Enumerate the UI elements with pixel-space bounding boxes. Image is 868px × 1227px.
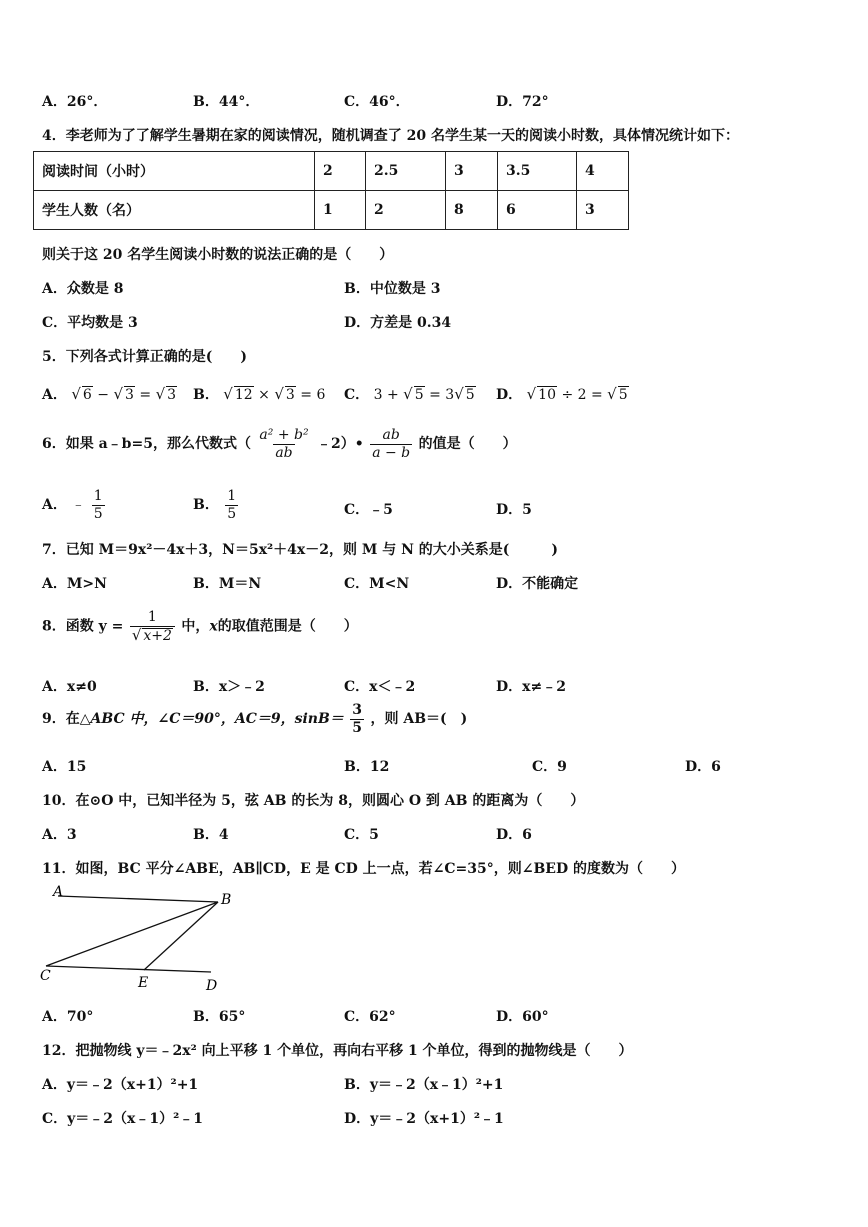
q12-option-d: D．y＝﹣2（x+1）²﹣1 (344, 1111, 504, 1127)
q10-option-c: C．5 (344, 827, 379, 843)
denominator: a − b (372, 444, 411, 461)
q4-option-c: C．平均数是 3 (42, 315, 138, 331)
radicand: 5 (618, 387, 628, 403)
numerator: 1 (93, 488, 103, 504)
q3-option-b: B．44°． (193, 94, 260, 110)
table-cell: 2 (366, 191, 446, 230)
point-label-e: E (138, 975, 149, 991)
q6-fraction-2 (370, 428, 412, 460)
q7-option-c: C．M<N (344, 576, 410, 592)
q4-stem: 4．李老师为了了解学生暑期在家的阅读情况，随机调查了 20 名学生某一天的阅读小时数，具体情况统计如下： (42, 128, 739, 144)
q10-stem: 10．在⊙O 中，已知半径为 5，弦 AB 的长为 8，则圆心 O 到 AB 的距离为（ ） (42, 793, 585, 809)
point-label-b: B (221, 892, 232, 908)
q8-option-a: A．x≠0 (42, 679, 97, 695)
line-be (144, 902, 218, 970)
radicand: x+2 (143, 627, 172, 644)
q6-option-b (193, 489, 240, 521)
q6-option-c (344, 499, 393, 519)
option-label: A． (42, 387, 67, 403)
q8-option-b: B．x＞﹣2 (193, 679, 265, 695)
fraction (92, 489, 105, 521)
q6-stem (42, 428, 517, 460)
numerator: 1 (227, 488, 237, 504)
q8-post: 的取值范围是（ ） (217, 618, 358, 635)
q6-post: 的值是（ ） (418, 436, 517, 453)
q8-fraction (130, 610, 175, 643)
table-cell: 3 (577, 191, 629, 230)
option-value: 5 (522, 502, 532, 518)
point-label-a: A (53, 884, 64, 900)
q9-option-a: A．15 (42, 759, 87, 775)
point-label-c: C (40, 968, 51, 984)
q10-option-a: A．3 (42, 827, 77, 843)
table-cell: 2 (315, 152, 366, 191)
table-cell: 6 (498, 191, 577, 230)
table-row (34, 152, 629, 191)
q9-option-d: D．6 (685, 759, 721, 775)
q6-mid: ﹣2）• (317, 436, 364, 453)
q8-variable: x (209, 618, 218, 635)
q3-option-a: A．26°． (42, 94, 108, 110)
q4-option-b: B．中位数是 3 (344, 281, 441, 297)
q5-stem: 5．下列各式计算正确的是( ) (42, 349, 247, 365)
table-cell: 3 (446, 152, 498, 191)
reading-table (33, 151, 629, 230)
denominator: 5 (93, 505, 103, 522)
table-cell: 4 (577, 152, 629, 191)
q7-option-d: D．不能确定 (496, 576, 579, 592)
radicand: 6 (82, 387, 92, 403)
operator: − (97, 387, 109, 403)
operator: = 6 (300, 387, 326, 403)
radicand: 5 (414, 387, 424, 403)
option-label: C． (344, 502, 370, 518)
numerator: a² + b² (259, 427, 309, 443)
point-label-d: D (206, 978, 218, 994)
q11-option-a: A．70° (42, 1009, 94, 1025)
q9-option-b: B．12 (344, 759, 390, 775)
table-cell: 8 (446, 191, 498, 230)
q3-option-c: C．46°． (344, 94, 410, 110)
q8-mid: 中， (181, 618, 210, 635)
numerator: 3 (352, 702, 363, 718)
numerator: 1 (147, 609, 157, 625)
denominator: 5 (352, 719, 363, 736)
q8-option-d: D．x≠﹣2 (496, 679, 566, 695)
table-cell-label: 学生人数（名） (34, 191, 315, 230)
operator: × (258, 387, 270, 403)
q10-option-d: D．6 (496, 827, 532, 843)
operator: = (139, 387, 152, 403)
radicand: 5 (465, 387, 475, 403)
q8-option-c: C．x＜﹣2 (344, 679, 416, 695)
q7-option-a: A．M>N (42, 576, 107, 592)
radicand: 3 (167, 387, 177, 403)
q4-option-d: D．方差是 0.34 (344, 315, 452, 331)
radicand: 12 (234, 387, 253, 403)
q4-option-a: A．众数是 8 (42, 281, 124, 297)
radicand: 3 (285, 387, 295, 403)
fraction (225, 489, 238, 521)
q12-option-c: C．y＝﹣2（x﹣1）²﹣1 (42, 1111, 203, 1127)
denominator: ab (275, 444, 293, 461)
q6-option-d (496, 499, 532, 519)
q7-option-b: B．M＝N (193, 576, 262, 592)
q5-option-c: C． 3 + √ 5 = 3√ 5 (344, 385, 475, 403)
line-ab (58, 896, 218, 902)
geometry-figure (36, 880, 246, 996)
q6-option-a (42, 489, 107, 521)
denominator: 5 (227, 505, 237, 522)
q9-post: ，则 AB＝( ) (370, 711, 468, 728)
q3-option-d: D．72° (496, 94, 549, 110)
radicand: 3 (125, 387, 134, 403)
line-bc (46, 902, 218, 966)
q11-option-c: C．62° (344, 1009, 396, 1025)
option-label: B． (193, 387, 219, 403)
denominator: √ x+2 (130, 626, 175, 644)
table-cell: 2.5 (366, 152, 446, 191)
q12-option-a: A．y＝﹣2（x+1）²+1 (42, 1077, 199, 1093)
q6-pre: 6．如果 a﹣b=5，那么代数式（ (42, 436, 251, 453)
q9-fraction (350, 703, 364, 735)
numerator: ab (382, 427, 400, 443)
q12-stem: 12．把抛物线 y＝﹣2x² 向上平移 1 个单位，再向右平移 1 个单位，得到的抛物线是（ ） (42, 1043, 633, 1059)
option-label: D． (496, 387, 523, 403)
q8-stem (42, 610, 358, 643)
q5-option-b: B． √ 12 × √ 3 = 6 (193, 385, 326, 403)
line-cd (46, 966, 211, 972)
q5-option-d: D． √ 10 ÷ 2 = √ 5 (496, 385, 628, 403)
q11-option-b: B．65° (193, 1009, 246, 1025)
sign: ﹣ (71, 497, 86, 514)
q12-option-b: B．y＝﹣2（x﹣1）²+1 (344, 1077, 504, 1093)
option-label: B． (193, 497, 219, 514)
q9-stem (42, 703, 467, 735)
table-cell: 3.5 (498, 152, 577, 191)
q10-option-b: B．4 (193, 827, 229, 843)
q5-option-a: A． √ 6 − √ 3 = √ 3 (42, 385, 177, 403)
q8-pre: 8．函数 y = (42, 618, 124, 635)
q7-stem: 7．已知 M＝9x²－4x＋3，N＝5x²＋4x－2，则 M 与 N 的大小关系是( ) (42, 542, 559, 558)
operand: 3 + (373, 387, 399, 403)
q11-option-d: D．60° (496, 1009, 549, 1025)
radicand: 10 (538, 387, 556, 403)
q9-pre: 9．在 (42, 711, 80, 728)
option-label: D． (496, 502, 523, 518)
operator: = 3 (429, 387, 455, 403)
table-cell-label: 阅读时间（小时） (34, 152, 315, 191)
q9-condition: △ABC 中，∠C＝90°，AC＝9，sinB＝ (79, 711, 344, 728)
q9-option-c: C．9 (532, 759, 567, 775)
option-label: A． (42, 497, 67, 514)
table-cell: 1 (315, 191, 366, 230)
q11-stem: 11．如图，BC 平分∠ABE，AB∥CD，E 是 CD 上一点，若∠C=35°，则∠BED 的度数为（ ） (42, 861, 685, 877)
q6-fraction-1 (257, 428, 310, 460)
operator: ÷ 2 = (561, 387, 603, 403)
q4-question: 则关于这 20 名学生阅读小时数的说法正确的是（ ） (42, 247, 394, 263)
option-value: ﹣5 (369, 502, 393, 518)
table-row (34, 191, 629, 230)
option-label: C． (344, 387, 370, 403)
